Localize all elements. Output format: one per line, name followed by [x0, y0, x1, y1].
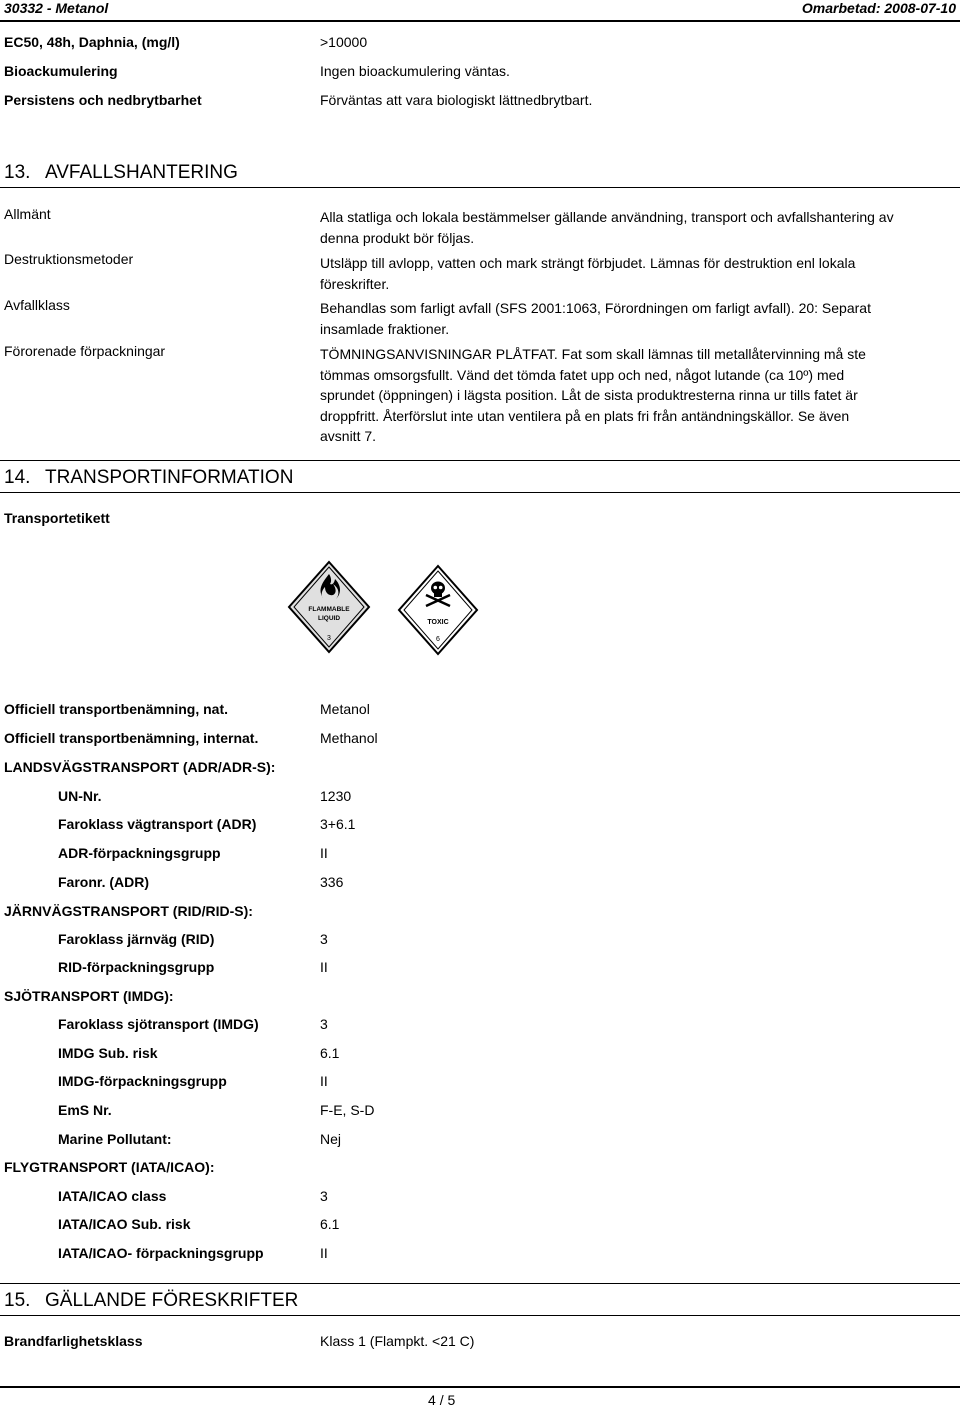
section-14-number: 14.	[4, 467, 31, 488]
waste-label-packaging: Förorenade förpackningar	[4, 343, 166, 359]
waste-value-class: Behandlas som farligt avfall (SFS 2001:1063, Förordningen om farligt avfall). 20: Separat insamlade fraktioner.	[320, 300, 871, 337]
ecology-value-ec50: >10000	[320, 34, 368, 50]
page-total: 5	[447, 1392, 456, 1408]
section-15-rule	[0, 1315, 960, 1316]
iata-subrisk-value: 6.1	[320, 1216, 340, 1232]
rid-packing-value: II	[320, 959, 328, 975]
document-id: 30332 - Metanol	[4, 0, 109, 16]
imdg-heading: SJÖTRANSPORT (IMDG):	[4, 988, 174, 1004]
section-15-top-rule	[0, 1283, 960, 1284]
ecology-value-persistence: Förväntas att vara biologiskt lättnedbrytbart.	[320, 92, 593, 108]
placard-flammable-class: 3	[327, 635, 331, 642]
section-15-number: 15.	[4, 1290, 31, 1311]
rid-class-label: Faroklass järnväg (RID)	[58, 931, 215, 947]
adr-class-value: 3+6.1	[320, 816, 356, 832]
footer-rule	[0, 1386, 960, 1388]
rid-class-value: 3	[320, 931, 328, 947]
adr-hazard-no-label: Faronr. (ADR)	[58, 874, 149, 890]
toxic-placard	[397, 564, 479, 656]
page-separator: /	[439, 1392, 444, 1408]
imdg-class-value: 3	[320, 1016, 328, 1032]
iata-packing-label: IATA/ICAO- förpackningsgrupp	[58, 1245, 264, 1261]
waste-label-class: Avfallklass	[4, 297, 70, 313]
imdg-marine-pollutant-value: Nej	[320, 1131, 342, 1147]
adr-class-label: Faroklass vägtransport (ADR)	[58, 816, 257, 832]
imdg-subrisk-value: 6.1	[320, 1045, 340, 1061]
revision-date: Omarbetad: 2008-07-10	[801, 0, 956, 16]
flammable-liquid-placard	[287, 560, 371, 654]
ecology-label-bioaccumulation: Bioackumulering	[4, 63, 118, 79]
adr-un-value: 1230	[320, 788, 352, 804]
shipping-name-int-value: Methanol	[320, 730, 378, 746]
ecology-value-bioaccumulation: Ingen bioackumulering väntas.	[320, 63, 510, 79]
shipping-name-int-label: Officiell transportbenämning, internat.	[4, 730, 259, 746]
placard-liquid-text: LIQUID	[317, 615, 341, 622]
imdg-ems-value: F-E, S-D	[320, 1102, 375, 1118]
adr-hazard-no-value: 336	[320, 874, 344, 890]
ecology-label-persistence: Persistens och nedbrytbarhet	[4, 92, 202, 108]
section-13-rule	[0, 187, 960, 188]
imdg-packing-value: II	[320, 1073, 328, 1089]
page-current: 4	[428, 1392, 436, 1408]
iata-subrisk-label: IATA/ICAO Sub. risk	[58, 1216, 191, 1232]
imdg-packing-label: IMDG-förpackningsgrupp	[58, 1073, 227, 1089]
waste-value-destruction: Utsläpp till avlopp, vatten och mark strängt förbjudet. Lämnas för destruktion enl lokala föreskrifter.	[320, 255, 856, 292]
imdg-marine-pollutant-label: Marine Pollutant:	[58, 1131, 172, 1147]
adr-packing-label: ADR-förpackningsgrupp	[58, 845, 221, 861]
section-15-title: GÄLLANDE FÖRESKRIFTER	[45, 1290, 299, 1311]
iata-class-value: 3	[320, 1188, 328, 1204]
waste-value-general: Alla statliga och lokala bestämmelser gällande användning, transport och avfallshantering av denna produkt bör följas.	[320, 209, 894, 246]
imdg-class-label: Faroklass sjötransport (IMDG)	[58, 1016, 259, 1032]
iata-heading: FLYGTRANSPORT (IATA/ICAO):	[4, 1159, 215, 1175]
section-13-title: AVFALLSHANTERING	[45, 162, 238, 183]
adr-packing-value: II	[320, 845, 328, 861]
iata-class-label: IATA/ICAO class	[58, 1188, 167, 1204]
regulation-value-flammability: Klass 1 (Flampkt. <21 C)	[320, 1333, 475, 1349]
imdg-subrisk-label: IMDG Sub. risk	[58, 1045, 158, 1061]
header-rule	[0, 20, 960, 22]
placard-toxic-text: TOXIC	[427, 619, 449, 626]
placard-toxic-class: 6	[436, 636, 440, 643]
adr-heading: LANDSVÄGSTRANSPORT (ADR/ADR-S):	[4, 759, 276, 775]
regulation-label-flammability: Brandfarlighetsklass	[4, 1333, 143, 1349]
shipping-name-nat-label: Officiell transportbenämning, nat.	[4, 701, 229, 717]
rid-heading: JÄRNVÄGSTRANSPORT (RID/RID-S):	[4, 903, 253, 919]
waste-label-destruction: Destruktionsmetoder	[4, 251, 134, 267]
section-14-rule	[0, 492, 960, 493]
ecology-label-ec50: EC50, 48h, Daphnia, (mg/l)	[4, 34, 180, 50]
waste-label-general: Allmänt	[4, 206, 51, 222]
imdg-ems-label: EmS Nr.	[58, 1102, 112, 1118]
adr-un-label: UN-Nr.	[58, 788, 102, 804]
waste-value-packaging: TÖMNINGSANVISNINGAR PLÅTFAT. Fat som skall lämnas till metallåtervinning må ste tömmas omsorgsfullt. Vänd det tömda fatet upp och ned, något lutande (ca 10º) med sprundet (öppningen) i lägsta position. Låt de sista produktresterna rinna ur tills fatet är droppfritt. Återförslut inte utan ventilera på en plats fri från antändningskällor. Se även avsnitt 7.	[320, 346, 866, 444]
shipping-name-nat-value: Metanol	[320, 701, 370, 717]
section-14-title: TRANSPORTINFORMATION	[45, 467, 294, 488]
transport-label-heading: Transportetikett	[4, 510, 110, 526]
placard-flammable-text: FLAMMABLE	[308, 606, 350, 613]
page-number	[428, 1392, 455, 1408]
section-13-number: 13.	[4, 162, 31, 183]
rid-packing-label: RID-förpackningsgrupp	[58, 959, 215, 975]
section-14-top-rule	[0, 460, 960, 461]
iata-packing-value: II	[320, 1245, 328, 1261]
